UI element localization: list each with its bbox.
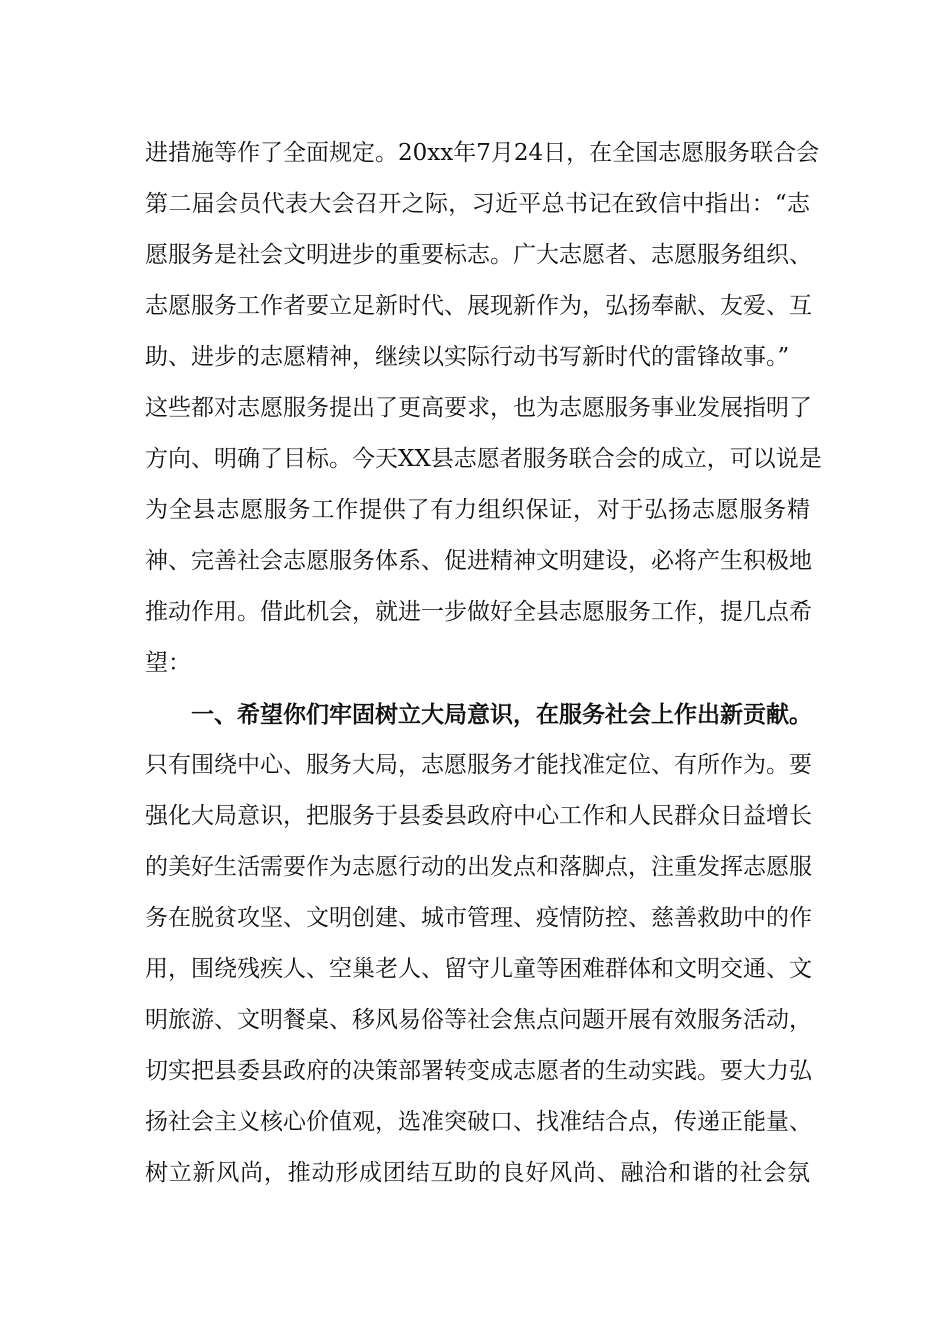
text-line: 志愿服务工作者要立足新时代、展现新作为，弘扬奉献、友爱、互 [145,293,812,319]
text-line: 第二届会员代表大会召开之际，习近平总书记在致信中指出：“志 [145,191,810,217]
text-line: 强化大局意识，把服务于县委县政府中心工作和人民群众日益增长 [145,803,812,829]
text-line: 愿服务是社会文明进步的重要标志。广大志愿者、志愿服务组织、 [145,242,812,268]
text-line: 望： [145,650,191,676]
text-line: 进措施等作了全面规定。20xx年7月24日，在全国志愿服务联合会 [145,140,820,166]
text-line: 切实把县委县政府的决策部署转变成志愿者的生动实践。要大力弘 [145,1058,812,1084]
text-line: 方向、明确了目标。今天XX县志愿者服务联合会的成立，可以说是 [145,446,822,472]
text-line: 助、进步的志愿精神，继续以实际行动书写新时代的雷锋故事。” [145,344,790,370]
text-line: 神、完善社会志愿服务体系、促进精神文明建设，必将产生积极地 [145,548,812,574]
text-line: 用，围绕残疾人、空巢老人、留守儿童等困难群体和文明交通、文 [145,956,812,982]
text-line: 推动作用。借此机会，就进一步做好全县志愿服务工作，提几点希 [145,599,812,625]
text-line: 为全县志愿服务工作提供了有力组织保证，对于弘扬志愿服务精 [145,497,810,523]
section-heading: 一、希望你们牢固树立大局意识，在服务社会上作出新贡献。 [191,701,812,728]
text-line: 树立新风尚，推动形成团结互助的良好风尚、融洽和谐的社会氛 [145,1160,810,1186]
text-line: 扬社会主义核心价值观，选准突破口、找准结合点，传递正能量、 [145,1109,812,1135]
text-line: 的美好生活需要作为志愿行动的出发点和落脚点，注重发挥志愿服 [145,854,812,880]
text-line: 明旅游、文明餐桌、移风易俗等社会焦点问题开展有效服务活动， [145,1007,812,1033]
body-text [145,131,822,1202]
text-line: 只有围绕中心、服务大局，志愿服务才能找准定位、有所作为。要 [145,752,812,778]
text-line: 务在脱贫攻坚、文明创建、城市管理、疫情防控、慈善救助中的作 [145,905,812,931]
text-line: 这些都对志愿服务提出了更高要求，也为志愿服务事业发展指明了 [145,395,812,421]
